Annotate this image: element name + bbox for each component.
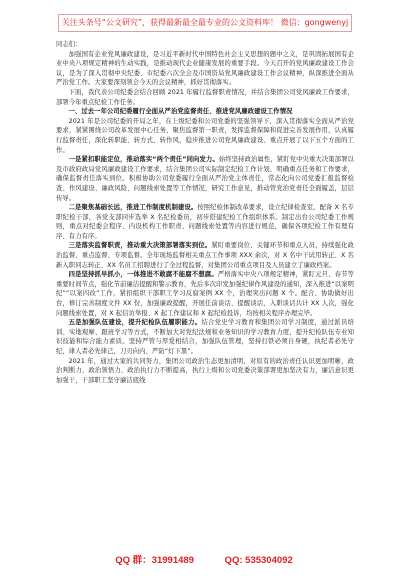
item-text: 结合党史学习教育和集团公司学习制度，通过派员培训、实地观摩、跟班学习等方式，不断加大对党纪法规和业务知识的学习教育力度，提升纪检队伍专业知识技能和综合能力素质。坚持严管与厚爱相结合，加强队伍管理，坚持打铁必须自身硬，执纪者必先守纪，律人者必先律己，刀刃向内、严防“灯下黑”。 bbox=[56, 319, 354, 355]
list-item bbox=[56, 155, 354, 203]
item-heading: 三是落实监督职责，推动重大决策部署落实到位。 bbox=[68, 242, 212, 250]
footer-contact bbox=[0, 552, 408, 566]
item-text: 按照纪检体制改革要求，设立纪律检查室，配备 X 名专职纪检干部，各党支部同步选举 X 名纪检委员，初步搭建纪检工作组织体系。制定出台公司纪委工作规则，重点对纪委会程序、内设机构工作职责、问题线索处置等内容进行规范，确保各项纪检工作有理有序、有力有序。 bbox=[56, 204, 354, 240]
top-banner: 关注头条号“公文研究”，获得最新最全最专业的公文资料库！ 微信：gongwenyj bbox=[58, 14, 352, 32]
qq-group-number: QQ 群：31991489 bbox=[115, 555, 194, 566]
intro-paragraph-2: 下面，我代表公司纪委会结合回顾 2021 年履行监督职责情况，并结合集团公司党风廉政工作要求，部署今年重点纪检工作任务。 bbox=[56, 88, 354, 106]
item-heading: 五是加强队伍建设，提升纪检队伍履职能力。 bbox=[68, 319, 202, 327]
item-text: 紧盯重要岗位、关键环节和重点人员，持续强化政治监督、重点监督、专项监督。全年现场监督相关重点工作事项 XXX 余次，对 X 名中干试用转正、X 名新入职同志转正、XX 名员工招聘进行了全过程监督，对集团公司重点项目及人员建立了廉政档案。 bbox=[56, 242, 354, 269]
list-item bbox=[56, 270, 354, 318]
list-item bbox=[56, 203, 354, 241]
intro-paragraph-1: 加强国有企业党风廉政建设，是习近平新时代中国特色社会主义思想的题中之义，是巩固拓展国有企业中央八项规定精神的生动实践，是推动现代企业健康发展的重要手段。今天召开的党风廉政建设工作会议，是为了深入贯彻中央纪委、市纪委六次全会及市国资局党风廉政建设工作会议精神，纵深推进全面从严治党工作。大家要深刻领会今天的会议精神，抓好贯彻落实。 bbox=[56, 50, 354, 87]
section-intro: 2021 年是公司纪委的开局之年，在上级纪委和公司党委的坚强领导下，深入贯彻落实全面从严治党要求，紧紧围绕公司改革发展中心任务，聚焦监督第一职责，发挥监督保障和促进完善发展作用，认真履行监督责任，深化转职能、转方式、转作风，稳步推进公司党风廉政建设、重点开展了以下五个方面的工作。 bbox=[56, 117, 354, 154]
item-text: 严格落实中央八项规定精神，紧盯元旦、春节等重要时间节点，强化节前廉洁提醒和警示教育，先后多次印发加强纪律作风建设的通知，深入推进“以案明纪”“以案四改”工作，紧扣组织干部职工学习反腐案例 XX 个，治理突出问题 X 个。配合、协助做好出台，修订完善制度文件 XX 份，加强廉政提醒，开展任前谈话、提醒谈话，入职谈话共计 XX 人次，强化问题线索处置，对 X 起信访举报、X 起工作建议和 X 起纪检投诉，均按相关程序办理完毕。 bbox=[56, 271, 354, 317]
greeting: 同志们： bbox=[56, 41, 82, 48]
qq-number: QQ: 535304092 bbox=[224, 555, 293, 566]
list-item bbox=[56, 318, 354, 356]
item-text: 始终坚持政治属性，紧盯党中央重大决策部署以及市政府政局党风廉政建设工作要求，结合集团公司实际制定纪检工作计划，明确重点任务和工作要求，确保监督责任落实到位。积极协助公司党委履行全面从严治党主体责任，常态化向公司党委汇报监督检查、作风建设、廉政风险、问题线索处置等工作情况，研究工作意见，推动管党治党责任全面履盖，层层传导。 bbox=[56, 156, 354, 202]
item-heading: 二是聚焦基础长远，推进工作制度机制建设。 bbox=[68, 204, 198, 212]
section-heading: 一、过去一年公司纪委履行全面从严治党监督责任、推进党风廉政建设工作情况 bbox=[68, 108, 293, 116]
item-heading: 四是坚持抓早抓小，一体推进不敢腐不能腐不想腐。 bbox=[68, 271, 218, 279]
closing-paragraph: 2021 年，通过大家的共同努力，集团公司政治生态更加清明，对原有的政治责任认识更加明晰，政治判断力、政治领悟力、政治执行力不断提高，执行上级和公司党委决策部署更加坚决有力，廉洁意识更加强干，干部职工坚守廉洁底线 bbox=[56, 357, 354, 384]
document-body bbox=[56, 40, 354, 385]
list-item bbox=[56, 241, 354, 270]
item-heading: 一是紧扣职能定位，推动落实“两个责任”同向发力。 bbox=[68, 156, 219, 164]
